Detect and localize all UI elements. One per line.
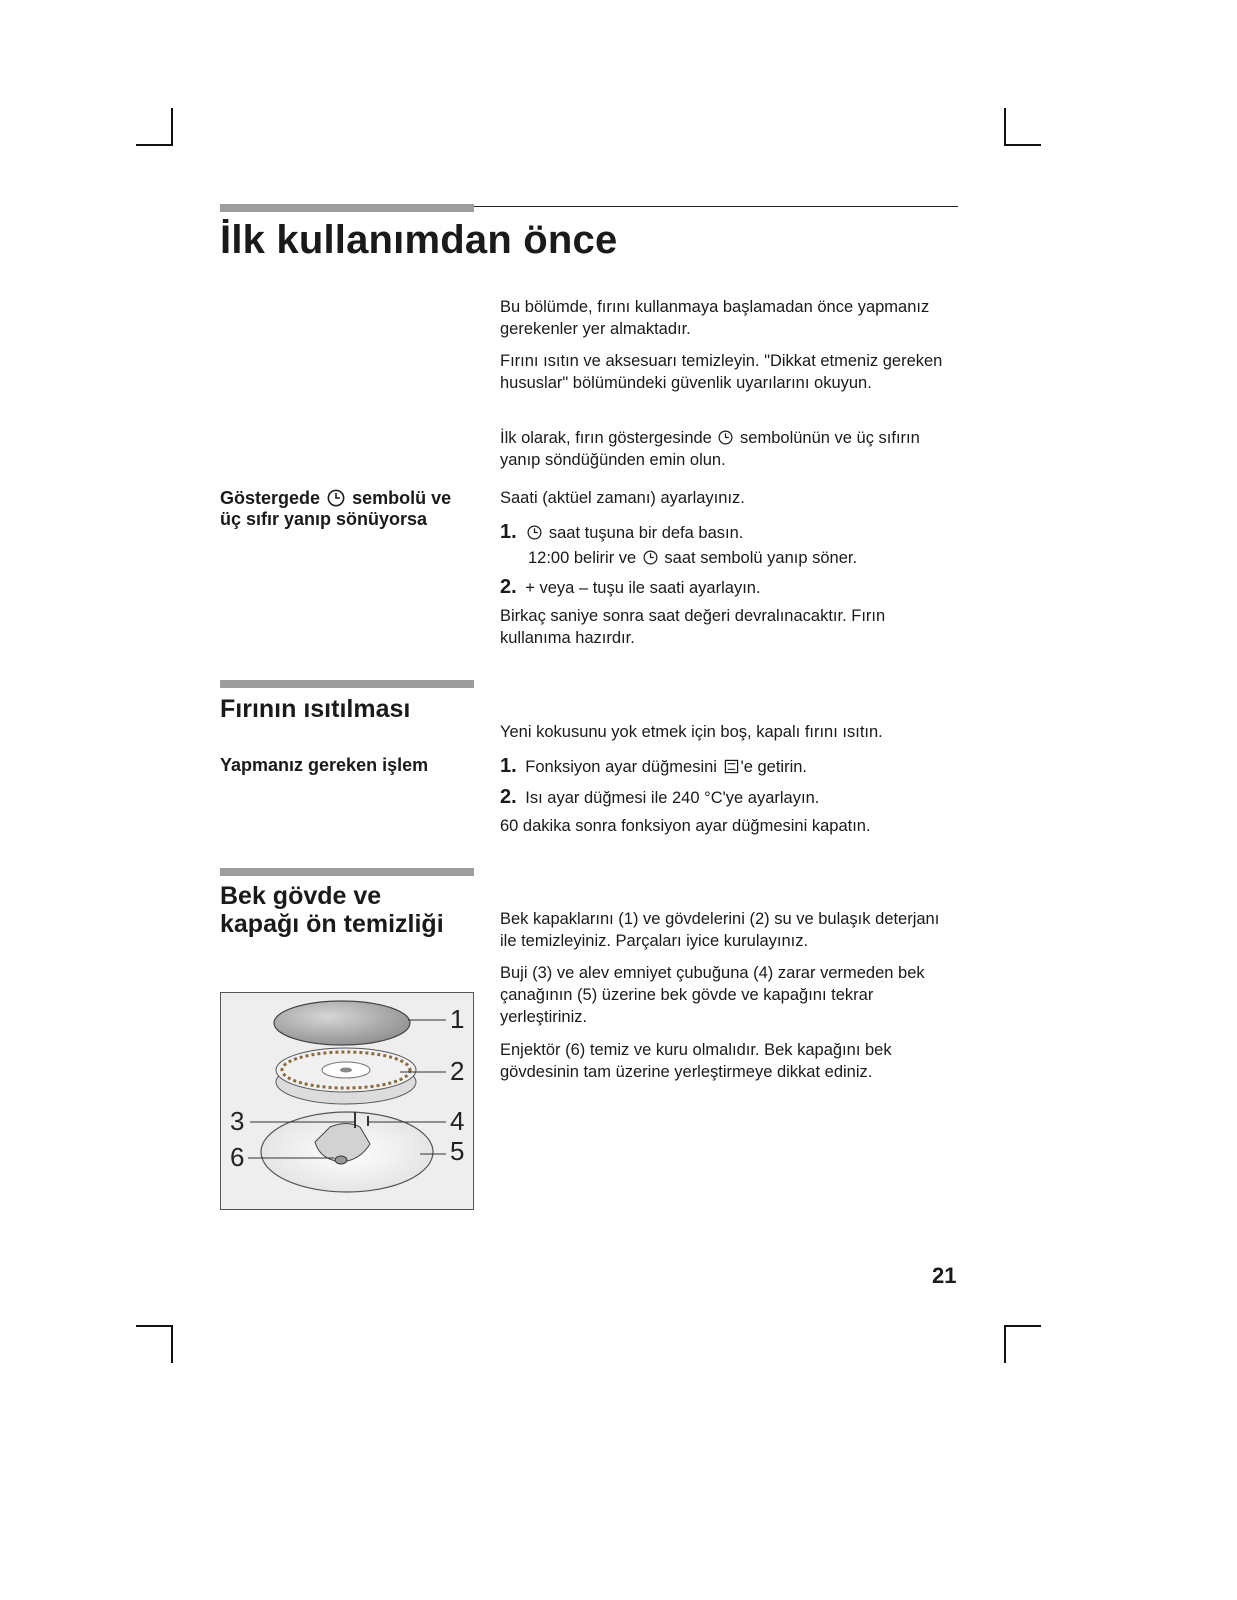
clock-side-heading (220, 488, 470, 530)
intro-paragraph-2: Fırını ısıtın ve aksesuarı temizleyin. "Dikkat etmeniz gereken hususlar" bölümündeki güvenlik uyarılarını okuyun. (500, 352, 943, 392)
heating-lead: Yeni kokusunu yok etmek için boş, kapalı fırını ısıtın. (500, 723, 883, 741)
crop-mark-top-left-h (136, 144, 173, 146)
intro-paragraph-1: Bu bölümde, fırını kullanmaya başlamadan önce yapmanız gerekenler yer almaktadır. (500, 298, 930, 338)
burner-paragraph-3: Enjektör (6) temiz ve kuru olmalıdır. Bek kapağını bek gövdesinin tam üzerine yerleştirmeye dikkat ediniz. (500, 1041, 892, 1081)
section-bar-heating (220, 680, 474, 688)
heating-step-1-a: Fonksiyon ayar düğmesini (525, 758, 717, 776)
clock-step-1-sub (528, 547, 857, 569)
clock-step-1 (500, 521, 743, 544)
clock-note: Birkaç saniye sonra saat değeri devralınacaktır. Fırın kullanıma hazırdır. (500, 607, 886, 647)
crop-mark-bottom-right-h (1004, 1325, 1041, 1327)
clock-icon (643, 550, 658, 565)
crop-mark-bottom-left-v (171, 1325, 173, 1363)
clock-step-1-text: saat tuşuna bir defa basın. (548, 524, 744, 542)
clock-lead: Saati (aktüel zamanı) ayarlayınız. (500, 489, 745, 507)
crop-mark-bottom-left-h (136, 1325, 173, 1327)
clock-icon (527, 525, 542, 540)
callout-6: 6 (230, 1142, 245, 1172)
heating-title: Fırının ısıtılması (220, 695, 411, 723)
burner-illustration (220, 992, 474, 1210)
clock-side-heading-a: Göstergede (220, 488, 321, 508)
page-number: 21 (932, 1263, 957, 1288)
burner-paragraph-2: Buji (3) ve alev emniyet çubuğuna (4) zarar vermeden bek çanağının (5) üzerine bek gövde ve kapağını tekrar yerleştiriniz. (500, 964, 925, 1026)
intro-paragraph-3-b: sembolünün ve üç sıfırın yanıp söndüğünden emin olun. (500, 429, 920, 469)
clock-step-1-sub-b: saat sembolü yanıp söner. (664, 549, 858, 567)
callout-5: 5 (450, 1136, 465, 1166)
intro-paragraph-3-a: İlk olarak, fırın göstergesinde (500, 429, 712, 447)
step-number: 2. (500, 786, 517, 808)
clock-icon (327, 489, 345, 507)
step-number: 2. (500, 576, 517, 598)
callout-1: 1 (450, 1004, 465, 1034)
step-number: 1. (500, 755, 517, 777)
burner-paragraph-1: Bek kapaklarını (1) ve gövdelerini (2) su ve bulaşık deterjanı ile temizleyiniz. Parçaları iyice kurulayınız. (500, 910, 940, 950)
callout-3: 3 (230, 1106, 245, 1136)
clock-side-heading-b: sembolü ve üç sıfır yanıp sönüyorsa (220, 488, 452, 529)
injector (335, 1156, 347, 1164)
oven-function-icon (724, 759, 739, 774)
header-rule (474, 206, 958, 207)
burner-title: Bek gövde ve kapağı ön temizliği (220, 882, 444, 938)
burner-cap (274, 1001, 410, 1045)
section-bar-burner (220, 868, 474, 876)
heating-step-2 (500, 786, 819, 809)
step-number: 1. (500, 521, 517, 543)
page-title: İlk kullanımdan önce (220, 218, 618, 262)
heating-step-1 (500, 755, 807, 778)
crop-mark-top-right-h (1004, 144, 1041, 146)
clock-step-2-text: + veya – tuşu ile saati ayarlayın. (525, 579, 761, 597)
callout-2: 2 (450, 1056, 465, 1086)
crop-mark-top-left-v (171, 108, 173, 146)
heating-step-1-b: 'e getirin. (740, 758, 807, 776)
callout-4: 4 (450, 1106, 465, 1136)
clock-step-1-sub-a: 12:00 belirir ve (528, 549, 637, 567)
clock-step-2 (500, 576, 761, 599)
crop-mark-top-right-v (1004, 108, 1006, 146)
section-bar-main (220, 204, 474, 212)
heating-step-2-text: Isı ayar düğmesi ile 240 °C'ye ayarlayın. (525, 789, 820, 807)
heating-side-heading: Yapmanız gereken işlem (220, 755, 429, 775)
heating-note: 60 dakika sonra fonksiyon ayar düğmesini kapatın. (500, 817, 871, 835)
clock-icon (718, 430, 733, 445)
intro-paragraph-3 (500, 427, 960, 471)
crop-mark-bottom-right-v (1004, 1325, 1006, 1363)
